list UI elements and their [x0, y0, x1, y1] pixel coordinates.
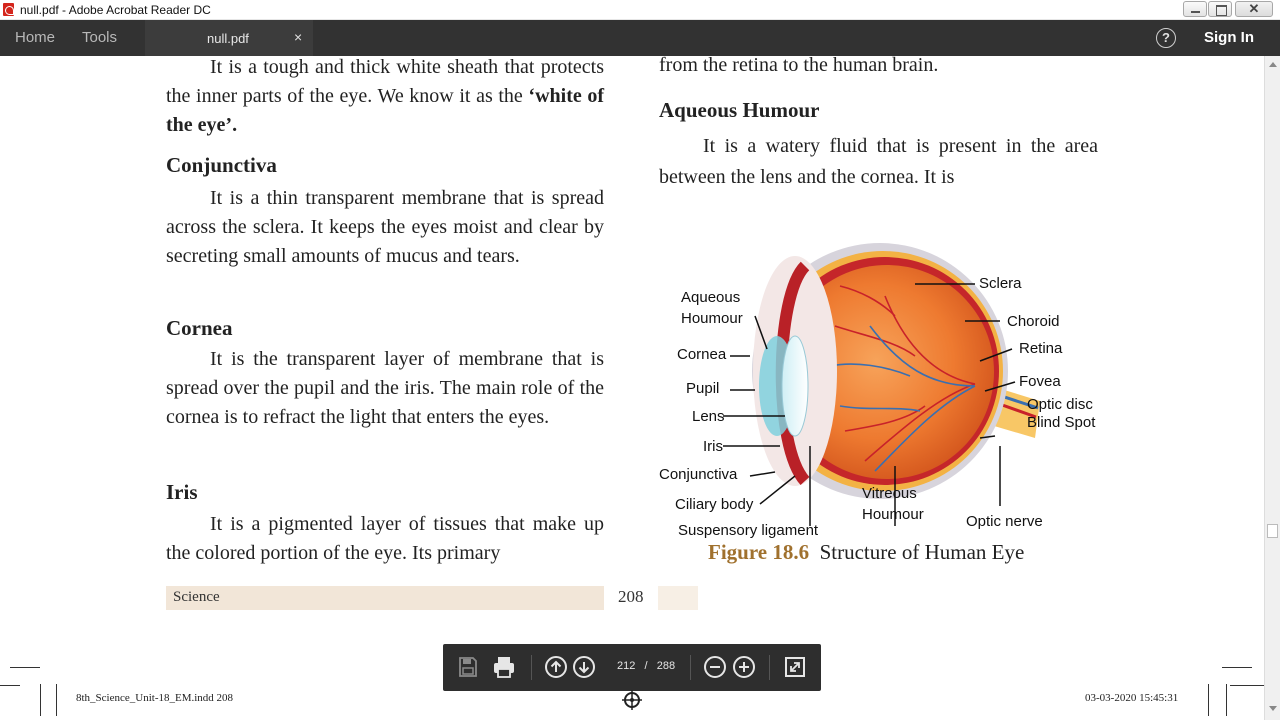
minimize-button[interactable]	[1183, 1, 1207, 17]
page-up-icon[interactable]	[544, 655, 568, 679]
figure-caption-number: Figure 18.6	[708, 540, 810, 564]
close-tab-icon[interactable]: ×	[294, 29, 303, 45]
label-vitreous-1: Vitreous	[862, 485, 917, 502]
label-vitreous-2: Houmour	[862, 506, 924, 523]
retina-continuation-text: from the retina to the human brain.	[659, 56, 939, 76]
label-aqueous-2: Houmour	[681, 310, 743, 327]
close-icon: ✕	[1248, 1, 1260, 16]
window-title-bar	[0, 0, 1280, 20]
print-icon[interactable]	[492, 655, 516, 679]
crop-mark	[1226, 684, 1227, 716]
sclera-paragraph: It is a tough and thick white sheath that protects the inner parts of the eye. We know it as the ‘white of the eye’.	[166, 56, 604, 136]
label-iris: Iris	[703, 438, 723, 455]
page-footer-band	[166, 586, 604, 610]
tools-tab[interactable]: Tools	[82, 29, 118, 46]
toolbar-divider	[531, 655, 532, 680]
zoom-in-icon[interactable]	[732, 655, 756, 679]
crop-mark	[56, 684, 57, 716]
indd-file-slug: 8th_Science_Unit-18_EM.indd 208	[76, 692, 234, 704]
aqueous-humour-heading: Aqueous Humour	[659, 98, 820, 122]
conjunctiva-heading: Conjunctiva	[166, 153, 277, 177]
label-sclera: Sclera	[979, 275, 1022, 292]
figure-caption-text: Structure of Human Eye	[819, 540, 1025, 564]
app-toolbar	[0, 20, 1280, 56]
save-icon[interactable]	[456, 655, 480, 679]
home-tab[interactable]: Home	[15, 29, 56, 46]
document-tab[interactable]	[145, 20, 313, 56]
label-aqueous-1: Aqueous	[681, 289, 741, 306]
sign-in-button[interactable]: Sign In	[1204, 29, 1254, 46]
close-window-button[interactable]	[1235, 1, 1273, 17]
cornea-paragraph: It is the transparent layer of membrane that is spread over the pupil and the iris. The main role of the cornea is to refract the light that enters the eyes.	[166, 348, 604, 428]
document-tab-label: null.pdf	[207, 31, 249, 46]
crop-mark	[40, 684, 41, 716]
label-blind-spot: Blind Spot	[1027, 414, 1096, 431]
label-choroid: Choroid	[1007, 313, 1060, 330]
label-pupil: Pupil	[686, 380, 720, 397]
label-suspensory-ligament: Suspensory ligament	[678, 522, 819, 539]
footer-accent-block	[658, 586, 698, 610]
label-ciliary-body: Ciliary body	[675, 496, 754, 513]
iris-paragraph: It is a pigmented layer of tissues that make up the colored portion of the eye. Its primary	[166, 513, 604, 564]
page-down-icon[interactable]	[572, 655, 596, 679]
window-title: null.pdf - Adobe Acrobat Reader DC	[20, 3, 211, 17]
total-pages: 288	[656, 660, 676, 672]
crop-mark	[1222, 667, 1252, 668]
document-view[interactable]	[0, 56, 1264, 720]
iris-heading: Iris	[166, 480, 198, 504]
help-icon[interactable]: ?	[1156, 28, 1176, 48]
cornea-heading: Cornea	[166, 316, 233, 340]
figure-caption	[708, 540, 1024, 565]
toolbar-divider	[690, 655, 691, 680]
label-cornea: Cornea	[677, 346, 727, 363]
print-timestamp: 03-03-2020 15:45:31	[1085, 692, 1179, 704]
crop-mark	[10, 667, 40, 668]
crosshair-cursor-icon	[622, 690, 642, 710]
conjunctiva-paragraph: It is a thin transparent membrane that is spread across the sclera. It keeps the eyes moist and clear by secreting small amounts of mucus and tears.	[166, 187, 604, 267]
label-lens: Lens	[692, 408, 725, 425]
toolbar-divider	[769, 655, 770, 680]
zoom-out-icon[interactable]	[703, 655, 727, 679]
page-number: 208	[618, 587, 644, 606]
label-fovea: Fovea	[1019, 373, 1061, 390]
current-page-input[interactable]: 212	[617, 660, 636, 672]
page-separator: /	[644, 660, 648, 672]
vertical-scrollbar[interactable]	[1264, 56, 1280, 720]
label-retina: Retina	[1019, 340, 1063, 357]
scroll-up-arrow-icon[interactable]	[1269, 62, 1277, 67]
scroll-down-arrow-icon[interactable]	[1269, 706, 1277, 711]
fit-page-icon[interactable]	[783, 655, 807, 679]
label-optic-nerve: Optic nerve	[966, 513, 1043, 530]
page-indicator	[617, 660, 675, 672]
label-optic-disc: Optic disc	[1027, 396, 1093, 413]
maximize-button[interactable]	[1208, 1, 1232, 17]
aqueous-humour-paragraph: It is a watery fluid that is present in the area between the lens and the cornea. It is	[659, 135, 1098, 188]
crop-mark	[0, 685, 20, 686]
footer-subject: Science	[173, 589, 220, 605]
scroll-thumb[interactable]	[1267, 524, 1278, 538]
crop-mark	[1208, 684, 1209, 716]
crop-mark	[1230, 685, 1264, 686]
label-conjunctiva: Conjunctiva	[659, 466, 738, 483]
acrobat-pdf-icon	[3, 3, 14, 16]
floating-page-toolbar	[443, 644, 821, 691]
